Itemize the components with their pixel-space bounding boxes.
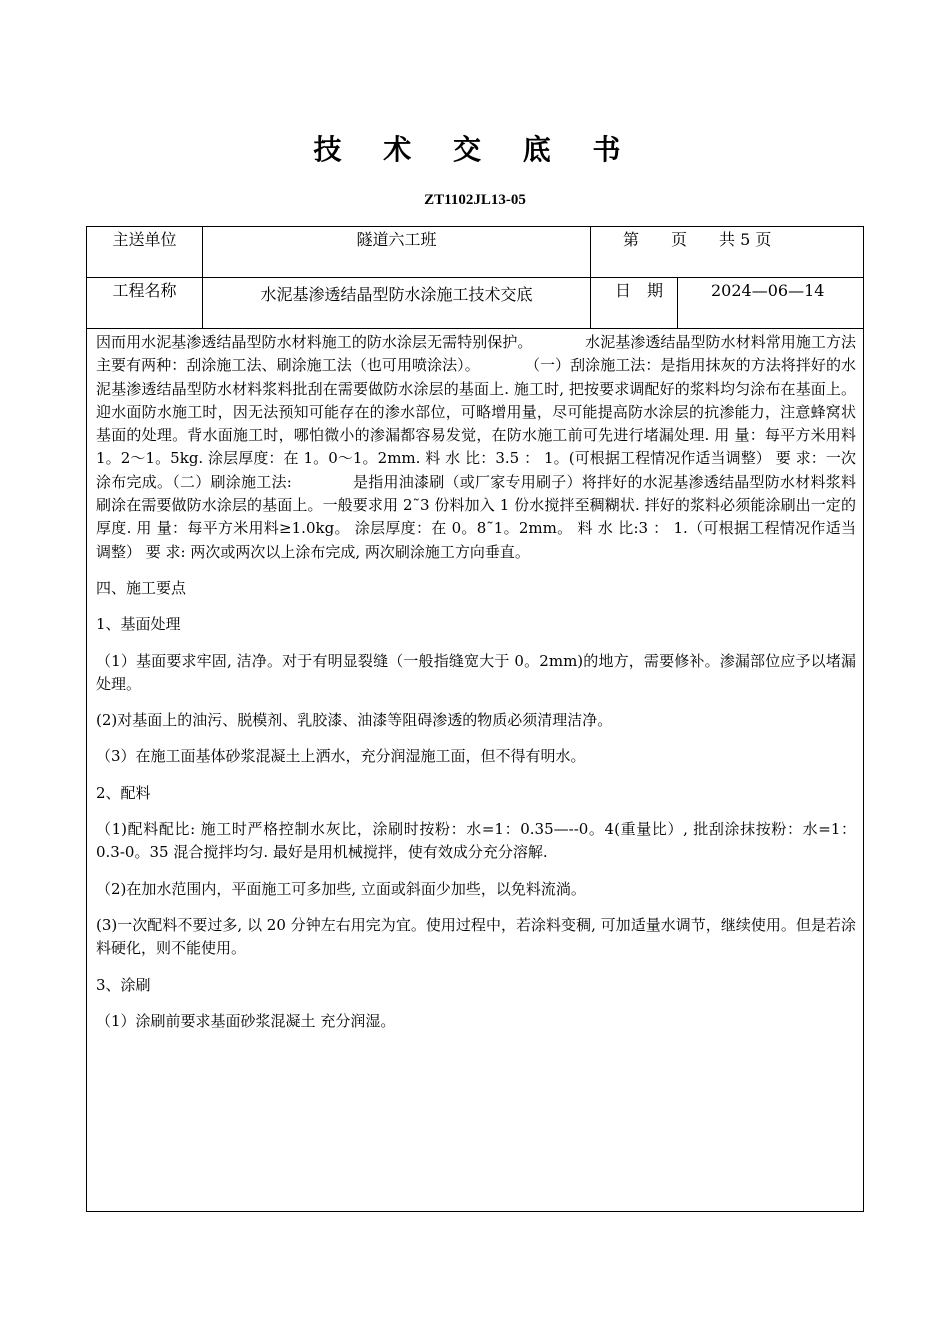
subsection-heading: 2、配料 <box>96 783 151 802</box>
date-value: 2024—06—14 <box>711 281 825 300</box>
paragraph: （1)配料配比: 施工时严格控制水灰比，涂刷时按粉：水=1：0.35—--0。4(重量比）, 批刮涂抹按粉：水=1：0.3-0。35 混合搅拌均匀. 最好是用机械搅拌，使有效成分充分溶解. <box>96 820 856 862</box>
header-row-project <box>87 278 863 329</box>
paragraph: （2)在加水范围内，平面施工可多加些, 立面或斜面少加些，以免料流淌。 <box>96 879 586 898</box>
document-title: 技 术 交 底 书 <box>313 133 637 166</box>
paragraph: (3)一次配料不要过多, 以 20 分钟左右用完为宜。使用过程中，若涂料变稠, 可加适量水调节，继续使用。但是若涂料硬化，则不能使用。 <box>96 915 856 958</box>
paragraph: （3）在施工面基体砂浆混凝土上洒水，充分润湿施工面，但不得有明水。 <box>96 747 586 766</box>
page-info: 第 页 共 5 页 <box>623 230 772 249</box>
sender-label: 主送单位 <box>112 230 177 249</box>
date-label: 日 期 <box>615 281 664 300</box>
subsection-heading: 3、涂刷 <box>96 975 151 994</box>
paragraph: (2)对基面上的油污、脱模剂、乳胶漆、油漆等阻碍渗透的物质必须清理洁净。 <box>96 711 613 730</box>
document-code: ZT1102JL13-05 <box>424 192 526 208</box>
paragraph: （1）基面要求牢固, 洁净。对于有明显裂缝（一般指缝宽大于 0。2mm)的地方，需要修补。渗漏部位应予以堵漏处理。 <box>96 651 856 693</box>
project-value: 水泥基渗透结晶型防水涂施工技术交底 <box>260 285 533 304</box>
header-row-sender <box>87 227 863 278</box>
project-label: 工程名称 <box>112 281 177 300</box>
paragraph: （1）涂刷前要求基面砂浆混凝土 充分润湿。 <box>96 1011 396 1030</box>
subsection-heading: 1、基面处理 <box>96 615 181 634</box>
briefing-content <box>96 331 856 1033</box>
sender-value: 隧道六工班 <box>356 230 437 249</box>
intro-paragraph: 因而用水泥基渗透结晶型防水材料施工的防水涂层无需特别保护。 水泥基渗透结晶型防水材料常用施工方法主要有两种：刮涂施工法、刷涂施工法（也可用喷涂法）。 （一）刮涂施工法：是指用抹灰的方法将拌好的水泥基渗透结晶型防水材料浆料批刮在需要做防水涂层的基面上. 施工时, 把按要求调配好的浆料均匀涂布在基面上。迎水面防水施工时，因无法预知可能存在的渗水部位，可略增用量，尽可能提高防水涂层的抗渗能力，注意蜂窝状基面的处理。背水面施工时，哪怕微小的渗漏都容易发觉，在防水施工前可先进行堵漏处理. 用 量：每平方米用料 1。2～1。5kg. 涂层厚度：在 1。0～1。2mm. 料 水 比：3.5 ： 1。(可根据工程情况作适当调整） 要 求：一次涂布完成。（二）刷涂施工法: 是指用油漆刷（或厂家专用刷子）将拌好的水泥基渗透结晶型防水材料浆料刷涂在需要做防水涂层的基面上。一般要求用 2˜3 份料加入 1 份水搅拌至稠糊状. 拌好的浆料必须能涂刷出一定的厚度. 用 量：每平方米用料≥1.0kg。 涂层厚度：在 0。8˜1。2mm。 料 水 比:3 ： 1.（可根据工程情况作适当调整） 要 求: 两次或两次以上涂布完成, 两次刷涂施工方向垂直。 <box>96 333 856 561</box>
briefing-form <box>86 226 864 1212</box>
section-heading: 四、施工要点 <box>96 578 187 597</box>
